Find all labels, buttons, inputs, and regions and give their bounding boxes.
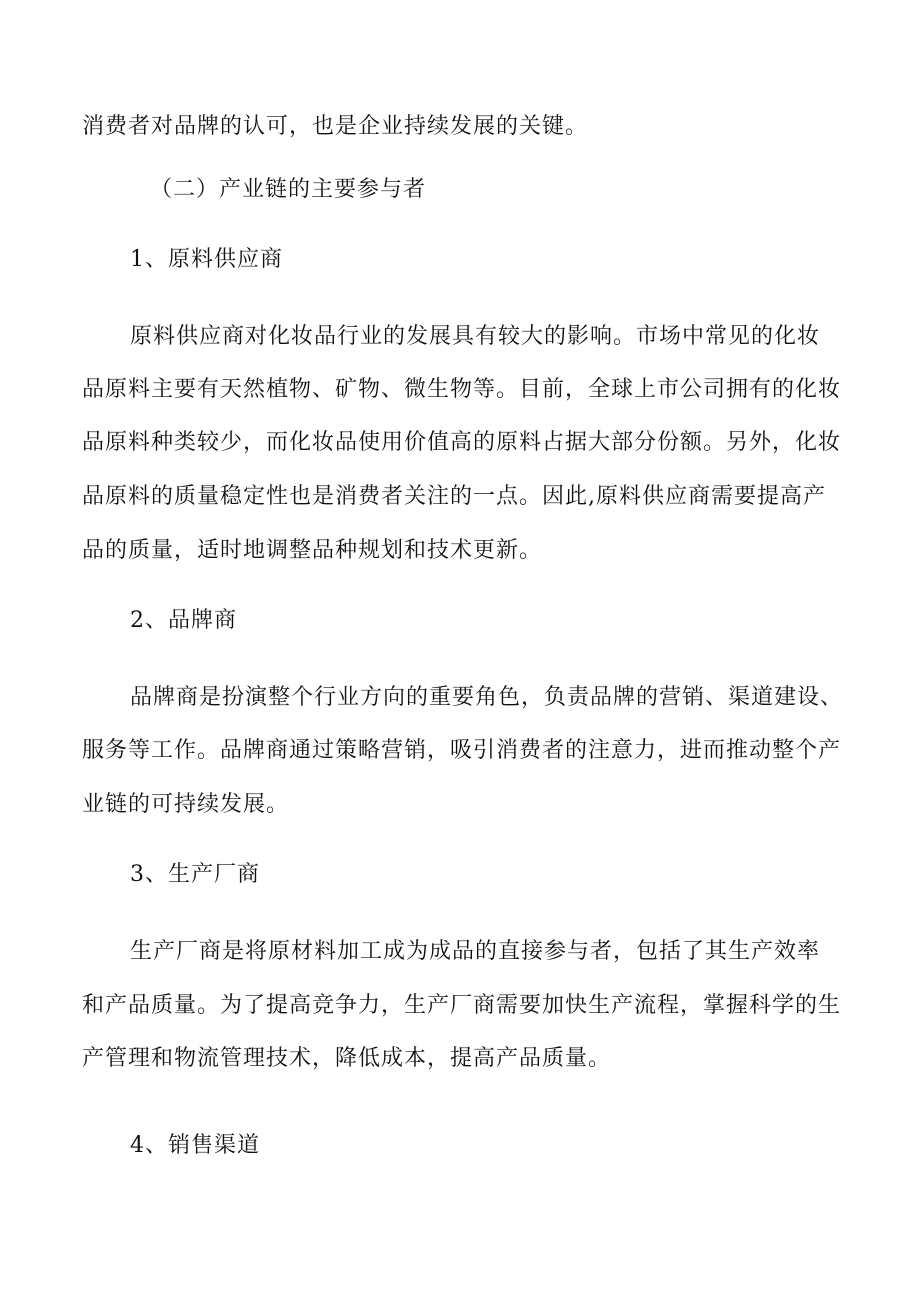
item-2-paragraph-line: 业链的可持续发展。 bbox=[82, 792, 290, 817]
item-3-paragraph-line: 和产品质量。为了提高竞争力，生产厂商需要加快生产流程，掌握科学的生 bbox=[82, 993, 842, 1018]
section-heading: （二）产业链的主要参与者 bbox=[150, 177, 427, 202]
item-2-paragraph-line: 品牌商是扮演整个行业方向的重要角色，负责品牌的营销、渠道建设、 bbox=[130, 685, 844, 710]
item-3-paragraph-line: 生产厂商是将原材料加工成为成品的直接参与者，包括了其生产效率 bbox=[130, 939, 821, 964]
item-1-paragraph-line: 品原料种类较少，而化妆品使用价值高的原料占据大部分份额。另外，化妆 bbox=[82, 430, 842, 455]
item-4-heading: 4、销售渠道 bbox=[130, 1133, 260, 1158]
intro-tail-paragraph: 消费者对品牌的认可，也是企业持续发展的关键。 bbox=[82, 114, 589, 139]
item-1-paragraph-line: 品的质量，适时地调整品种规划和技术更新。 bbox=[82, 538, 543, 563]
item-3-paragraph-line: 产管理和物流管理技术，降低成本，提高产品质量。 bbox=[82, 1046, 612, 1071]
item-3-heading: 3、生产厂商 bbox=[130, 862, 260, 887]
item-1-paragraph-line: 品原料主要有天然植物、矿物、微生物等。目前，全球上市公司拥有的化妆 bbox=[82, 377, 842, 402]
item-2-paragraph-line: 服务等工作。品牌商通过策略营销，吸引消费者的注意力，进而推动整个产 bbox=[82, 738, 842, 763]
item-2-heading: 2、品牌商 bbox=[130, 608, 237, 633]
item-1-heading: 1、原料供应商 bbox=[130, 247, 283, 272]
item-1-paragraph-line: 原料供应商对化妆品行业的发展具有较大的影响。市场中常见的化妆 bbox=[130, 324, 821, 349]
item-1-paragraph-line: 品原料的质量稳定性也是消费者关注的一点。因此,原料供应商需要提高产 bbox=[82, 484, 826, 509]
